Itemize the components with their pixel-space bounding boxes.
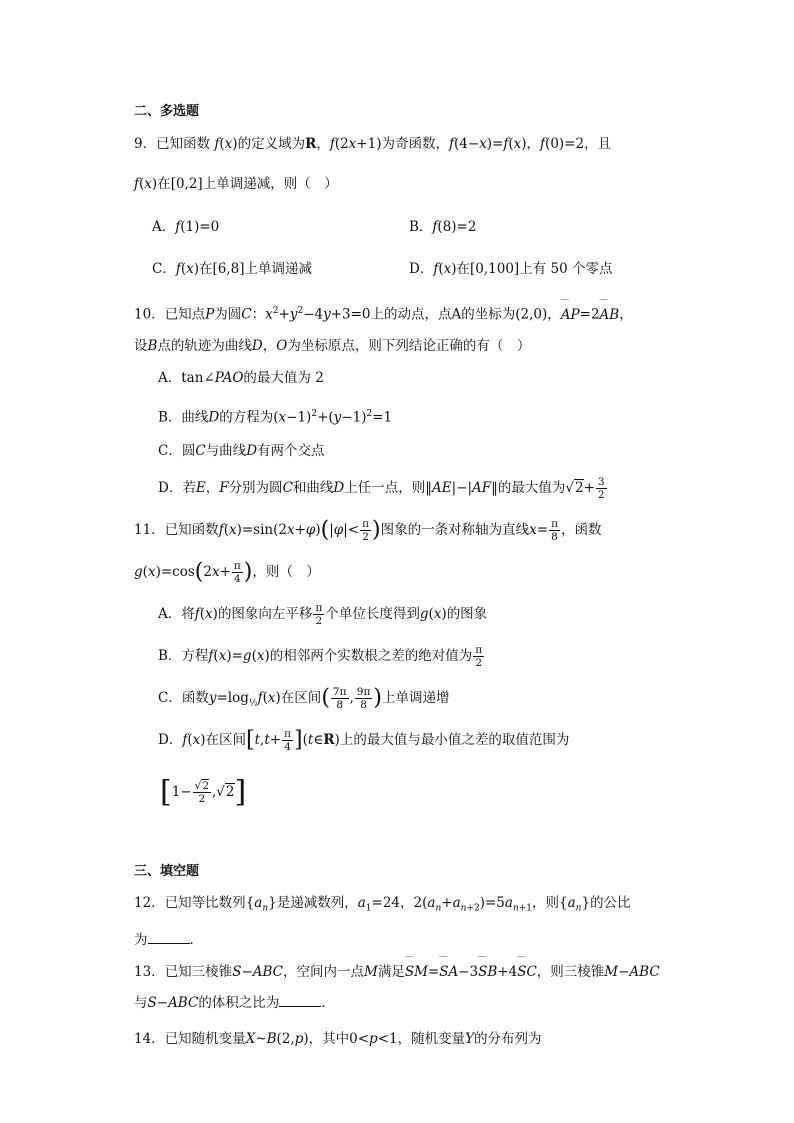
answer-blank: [279, 992, 321, 1007]
question-11-option-a: A．将f(x)的图象向左平移 $\frac{\pi}{2}$ 个单位长度得到g(x)的图象: [158, 602, 488, 627]
question-9-number: 9．: [134, 136, 157, 152]
question-9-option-c: C．f(x)在[6,8]上单调递减: [152, 261, 313, 277]
question-12-number: 12．: [134, 895, 165, 911]
question-11-option-d-range: [1− $\frac{√2}{2}$ ,√2]: [160, 774, 247, 810]
question-9-option-a: A．f(1)=0: [152, 219, 220, 235]
question-11-stem-line2: g(x)=cos(2x+ $\frac{\pi}{4}$ )，则（ ）: [134, 559, 320, 585]
question-14-number: 14．: [134, 1031, 165, 1047]
question-14-stem: 14．已知随机变量X~B(2,p)，其中0<p<1，随机变量Y的分布列为: [134, 1031, 542, 1047]
question-12-stem-line2: 为 ．: [134, 929, 203, 950]
question-10-number: 10．: [134, 306, 165, 323]
question-11-option-c: C．函数$y=\log_{\frac{1}{2}}f(x)$在区间( $\frac{7\pi}{8}$ , $\frac{9\pi}{8}$ )上单调递增: [158, 685, 450, 711]
question-9-stem: 9．已知函数 f(x)的定义域为R，f(2x+1)为奇函数，f(4−x)=f(x)，f(0)=2，且: [134, 136, 612, 152]
question-11-stem: 11．已知函数f(x)=sin(2x+φ)(|φ|< $\frac{\pi}{2}$ )图象的一条对称轴为直线x= $\frac{\pi}{8}$ ，函数: [134, 517, 602, 543]
answer-blank: [148, 929, 190, 944]
question-10-option-b: B．曲线D的方程为$(x-1)^2+(y-1)^2=1$: [158, 409, 393, 426]
section-heading-multiple-choice: 二、多选题: [134, 104, 200, 119]
question-10-option-a: A．tan∠PAO的最大值为 2: [158, 370, 324, 386]
question-10-stem: 10．已知点P为圆C：$x^2+y^2-4y+3=0$上的动点，点A的坐标为(2,0)，‾‾ AP=2‾‾ AB，: [134, 301, 633, 325]
question-10-option-d: D．若E，F分别为圆C和曲线D上任一点，则‖AE|−|AF‖的最大值为√2+ $\frac{3}{2}$: [158, 476, 605, 501]
question-11-number: 11．: [134, 522, 165, 538]
question-9-stem-line2: f(x)在[0,2]上单调递减，则（ ）: [134, 176, 338, 192]
section-heading-fill-in: 三、填空题: [134, 864, 200, 879]
question-10-stem-line2: 设B点的轨迹为曲线D，O为坐标原点，则下列结论正确的有（ ）: [134, 338, 531, 354]
question-13-number: 13．: [134, 964, 165, 980]
question-9-option-b: B．f(8)=2: [409, 219, 477, 235]
question-9-option-d: D．f(x)在[0,100]上有 50 个零点: [409, 261, 613, 277]
question-13-stem: 13．已知三棱锥S−ABC，空间内一点M满足‾‾ SM=‾‾ SA−3‾‾ SB+4‾‾ SC，则三棱锥M−ABC: [134, 962, 660, 982]
question-12-stem: 12．已知等比数列$\{a_n\}$是递减数列，$a_1=24$，$2(a_n+a_{n+2})=5a_{n+1}$，则$\{a_n\}$的公比: [134, 895, 631, 914]
question-10-option-c: C．圆C与曲线D有两个交点: [158, 443, 325, 459]
question-11-option-b: B．方程f(x)=g(x)的相邻两个实数根之差的绝对值为 $\frac{\pi}{2}$: [158, 644, 483, 669]
question-13-stem-line2: 与S−ABC的体积之比为 ．: [134, 992, 335, 1013]
question-11-option-d: D．f(x)在区间[t,t+ $\frac{\pi}{4}$ ](t∈R)上的最大值与最小值之差的取值范围为: [158, 727, 570, 753]
